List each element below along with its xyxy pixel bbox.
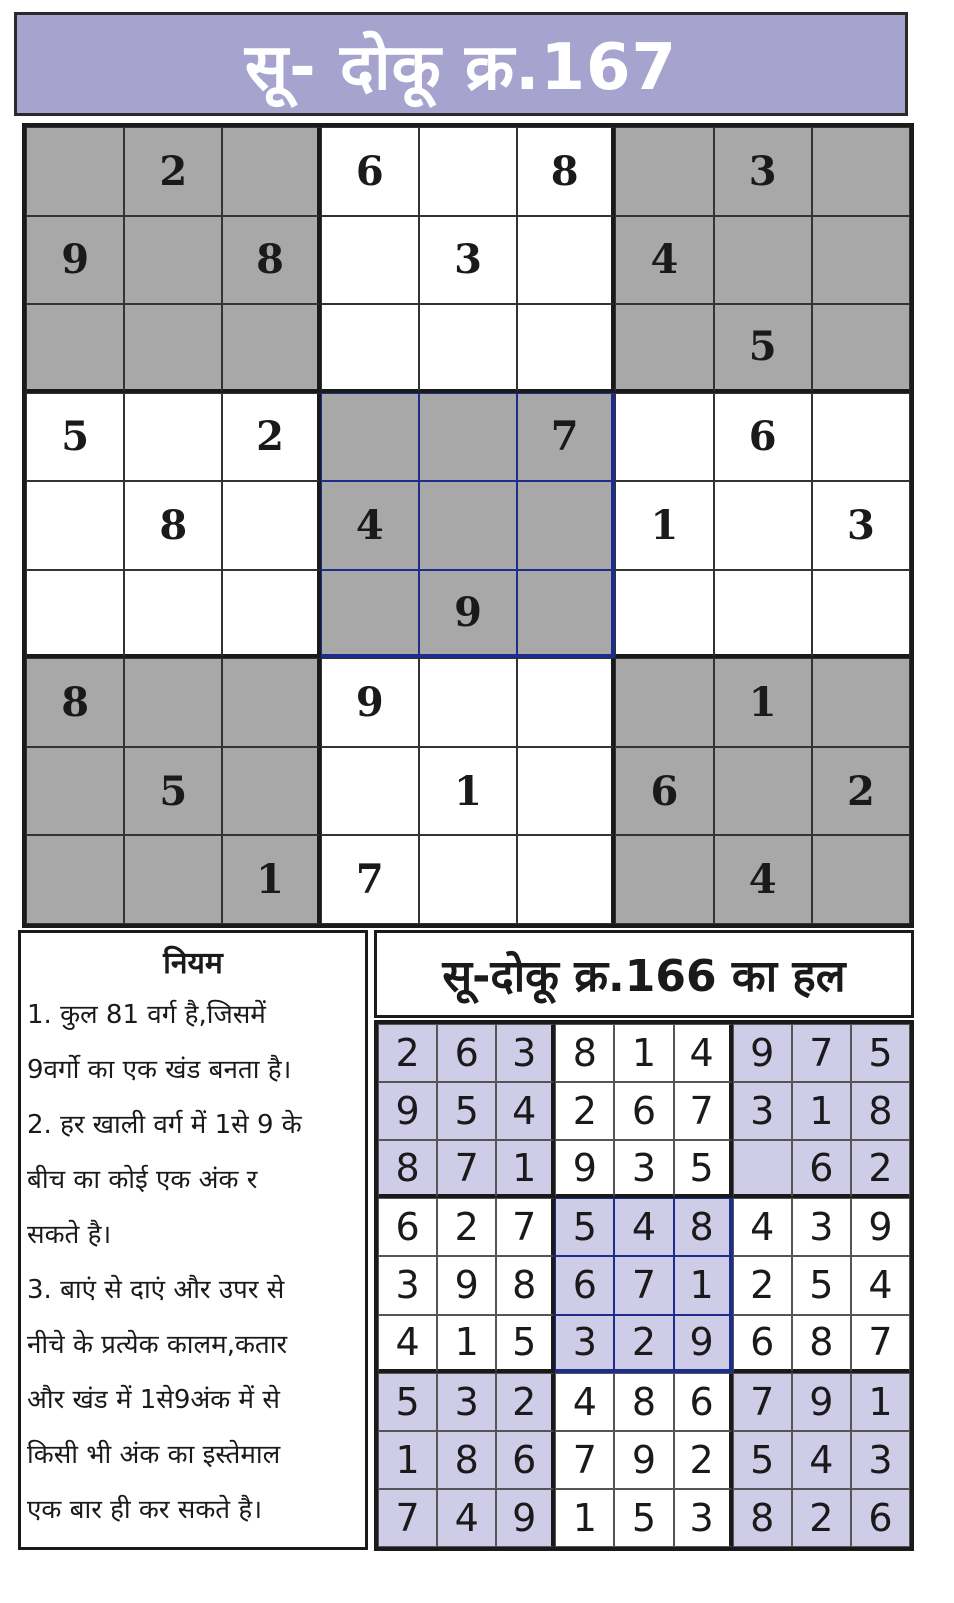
solution-cell-r4c1: 6 <box>378 1198 437 1256</box>
solution-cell-r1c2: 6 <box>437 1024 496 1082</box>
puzzle-cell-r5c8[interactable] <box>714 481 812 570</box>
solution-cell-r1c1: 2 <box>378 1024 437 1082</box>
puzzle-cell-r6c5[interactable]: 9 <box>419 570 517 659</box>
puzzle-cell-r8c2[interactable]: 5 <box>124 747 222 836</box>
solution-cell-r8c6: 2 <box>674 1431 733 1489</box>
puzzle-cell-r8c9[interactable]: 2 <box>812 747 910 836</box>
puzzle-cell-r2c6[interactable] <box>517 216 615 305</box>
solution-cell-r9c6: 3 <box>674 1489 733 1547</box>
puzzle-cell-r4c9[interactable] <box>812 393 910 482</box>
solution-cell-r7c5: 8 <box>614 1373 673 1431</box>
puzzle-cell-r4c4[interactable] <box>321 393 419 482</box>
puzzle-cell-r9c1[interactable] <box>26 835 124 924</box>
solution-cell-r3c4: 9 <box>555 1140 614 1198</box>
solution-cell-r9c8: 2 <box>792 1489 851 1547</box>
puzzle-cell-r5c9[interactable]: 3 <box>812 481 910 570</box>
puzzle-cell-r5c2[interactable]: 8 <box>124 481 222 570</box>
solution-cell-r7c7: 7 <box>733 1373 792 1431</box>
puzzle-cell-r9c6[interactable] <box>517 835 615 924</box>
puzzle-cell-r1c6[interactable]: 8 <box>517 127 615 216</box>
solution-cell-r5c7: 2 <box>733 1256 792 1314</box>
solution-cell-r4c8: 3 <box>792 1198 851 1256</box>
puzzle-cell-r5c6[interactable] <box>517 481 615 570</box>
puzzle-cell-r2c4[interactable] <box>321 216 419 305</box>
puzzle-cell-r1c7[interactable] <box>615 127 713 216</box>
sudoku-puzzle-grid <box>22 123 914 928</box>
puzzle-cell-r5c4[interactable]: 4 <box>321 481 419 570</box>
rule-line: नीचे के प्रत्येक कालम,कतार <box>27 1330 288 1360</box>
solution-cell-r2c5: 6 <box>614 1082 673 1140</box>
solution-cell-r8c9: 3 <box>851 1431 910 1489</box>
solution-cell-r3c2: 7 <box>437 1140 496 1198</box>
puzzle-cell-r7c4[interactable]: 9 <box>321 658 419 747</box>
puzzle-cell-r3c5[interactable] <box>419 304 517 393</box>
page-title: सू- दोकू क्र.167 <box>244 30 678 105</box>
rule-line: 1. कुल 81 वर्ग है,जिसमें <box>27 1000 266 1030</box>
puzzle-cell-r6c9[interactable] <box>812 570 910 659</box>
puzzle-cell-r5c5[interactable] <box>419 481 517 570</box>
solution-cell-r3c1: 8 <box>378 1140 437 1198</box>
solution-cell-r7c2: 3 <box>437 1373 496 1431</box>
puzzle-cell-r6c1[interactable] <box>26 570 124 659</box>
puzzle-cell-r3c3[interactable] <box>222 304 320 393</box>
puzzle-cell-r3c6[interactable] <box>517 304 615 393</box>
solution-cell-r5c5: 7 <box>614 1256 673 1314</box>
puzzle-cell-r4c5[interactable] <box>419 393 517 482</box>
solution-cell-r3c6: 5 <box>674 1140 733 1198</box>
puzzle-cell-r6c6[interactable] <box>517 570 615 659</box>
puzzle-cell-r9c8[interactable]: 4 <box>714 835 812 924</box>
puzzle-cell-r9c9[interactable] <box>812 835 910 924</box>
puzzle-cell-r9c7[interactable] <box>615 835 713 924</box>
puzzle-cell-r2c1[interactable]: 9 <box>26 216 124 305</box>
solution-cell-r2c6: 7 <box>674 1082 733 1140</box>
puzzle-cell-r4c3[interactable]: 2 <box>222 393 320 482</box>
solution-cell-r8c4: 7 <box>555 1431 614 1489</box>
puzzle-cell-r7c2[interactable] <box>124 658 222 747</box>
puzzle-cell-r1c8[interactable]: 3 <box>714 127 812 216</box>
puzzle-cell-r5c1[interactable] <box>26 481 124 570</box>
rules-title: नियम <box>163 946 223 981</box>
solution-cell-r6c7: 6 <box>733 1315 792 1373</box>
solution-cell-r3c8: 6 <box>792 1140 851 1198</box>
puzzle-cell-r7c9[interactable] <box>812 658 910 747</box>
puzzle-cell-r3c4[interactable] <box>321 304 419 393</box>
puzzle-cell-r7c5[interactable] <box>419 658 517 747</box>
solution-cell-r4c9: 9 <box>851 1198 910 1256</box>
solution-cell-r7c3: 2 <box>496 1373 555 1431</box>
puzzle-cell-r4c1[interactable]: 5 <box>26 393 124 482</box>
solution-cell-r3c5: 3 <box>614 1140 673 1198</box>
solution-cell-r9c5: 5 <box>614 1489 673 1547</box>
solution-cell-r6c6: 9 <box>674 1315 733 1373</box>
puzzle-cell-r8c4[interactable] <box>321 747 419 836</box>
solution-cell-r1c8: 7 <box>792 1024 851 1082</box>
puzzle-cell-r6c8[interactable] <box>714 570 812 659</box>
solution-cell-r6c9: 7 <box>851 1315 910 1373</box>
solution-cell-r2c3: 4 <box>496 1082 555 1140</box>
solution-cell-r9c9: 6 <box>851 1489 910 1547</box>
puzzle-cell-r2c5[interactable]: 3 <box>419 216 517 305</box>
puzzle-cell-r9c5[interactable] <box>419 835 517 924</box>
puzzle-cell-r1c2[interactable]: 2 <box>124 127 222 216</box>
solution-cell-r8c8: 4 <box>792 1431 851 1489</box>
puzzle-cell-r1c3[interactable] <box>222 127 320 216</box>
rule-line: 3. बाएं से दाएं और उपर से <box>27 1275 285 1305</box>
puzzle-cell-r3c8[interactable]: 5 <box>714 304 812 393</box>
solution-cell-r7c4: 4 <box>555 1373 614 1431</box>
puzzle-cell-r2c3[interactable]: 8 <box>222 216 320 305</box>
puzzle-cell-r8c8[interactable] <box>714 747 812 836</box>
solution-cell-r8c2: 8 <box>437 1431 496 1489</box>
puzzle-cell-r2c2[interactable] <box>124 216 222 305</box>
solution-cell-r3c7 <box>733 1140 792 1198</box>
solution-cell-r8c1: 1 <box>378 1431 437 1489</box>
puzzle-cell-r5c7[interactable]: 1 <box>615 481 713 570</box>
solution-cell-r3c9: 2 <box>851 1140 910 1198</box>
puzzle-cell-r3c7[interactable] <box>615 304 713 393</box>
puzzle-cell-r8c3[interactable] <box>222 747 320 836</box>
solution-cell-r7c8: 9 <box>792 1373 851 1431</box>
solution-cell-r2c2: 5 <box>437 1082 496 1140</box>
solution-cell-r6c8: 8 <box>792 1315 851 1373</box>
solution-cell-r2c9: 8 <box>851 1082 910 1140</box>
solution-cell-r6c1: 4 <box>378 1315 437 1373</box>
puzzle-cell-r4c7[interactable] <box>615 393 713 482</box>
solution-cell-r1c4: 8 <box>555 1024 614 1082</box>
solution-cell-r6c3: 5 <box>496 1315 555 1373</box>
puzzle-cell-r9c4[interactable]: 7 <box>321 835 419 924</box>
title-bar <box>14 12 908 116</box>
puzzle-cell-r6c7[interactable] <box>615 570 713 659</box>
puzzle-cell-r2c9[interactable] <box>812 216 910 305</box>
puzzle-cell-r7c1[interactable]: 8 <box>26 658 124 747</box>
rule-line: 2. हर खाली वर्ग में 1से 9 के <box>27 1110 302 1140</box>
rule-line: एक बार ही कर सकते है। <box>27 1495 263 1525</box>
solution-cell-r1c9: 5 <box>851 1024 910 1082</box>
sudoku-solution-grid <box>374 1020 914 1551</box>
puzzle-cell-r8c7[interactable]: 6 <box>615 747 713 836</box>
puzzle-cell-r6c2[interactable] <box>124 570 222 659</box>
puzzle-cell-r6c3[interactable] <box>222 570 320 659</box>
solution-cell-r5c6: 1 <box>674 1256 733 1314</box>
puzzle-cell-r7c3[interactable] <box>222 658 320 747</box>
solution-cell-r5c4: 6 <box>555 1256 614 1314</box>
puzzle-cell-r1c4[interactable]: 6 <box>321 127 419 216</box>
solution-cell-r2c1: 9 <box>378 1082 437 1140</box>
solution-cell-r7c6: 6 <box>674 1373 733 1431</box>
puzzle-cell-r3c1[interactable] <box>26 304 124 393</box>
solution-cell-r5c3: 8 <box>496 1256 555 1314</box>
rule-line: बीच का कोई एक अंक र <box>27 1165 258 1195</box>
puzzle-cell-r8c6[interactable] <box>517 747 615 836</box>
puzzle-cell-r4c2[interactable] <box>124 393 222 482</box>
solution-cell-r4c2: 2 <box>437 1198 496 1256</box>
puzzle-cell-r9c3[interactable]: 1 <box>222 835 320 924</box>
solution-cell-r4c5: 4 <box>614 1198 673 1256</box>
solution-cell-r7c1: 5 <box>378 1373 437 1431</box>
puzzle-cell-r1c5[interactable] <box>419 127 517 216</box>
rules-panel <box>18 930 368 1550</box>
puzzle-cell-r5c3[interactable] <box>222 481 320 570</box>
solution-cell-r2c8: 1 <box>792 1082 851 1140</box>
solution-cell-r5c8: 5 <box>792 1256 851 1314</box>
solution-cell-r8c7: 5 <box>733 1431 792 1489</box>
solution-cell-r4c7: 4 <box>733 1198 792 1256</box>
puzzle-cell-r2c7[interactable]: 4 <box>615 216 713 305</box>
puzzle-cell-r9c2[interactable] <box>124 835 222 924</box>
solution-cell-r6c4: 3 <box>555 1315 614 1373</box>
solution-cell-r1c6: 4 <box>674 1024 733 1082</box>
solution-cell-r2c7: 3 <box>733 1082 792 1140</box>
rule-line: किसी भी अंक का इस्तेमाल <box>27 1440 281 1470</box>
puzzle-cell-r7c6[interactable] <box>517 658 615 747</box>
solution-cell-r9c3: 9 <box>496 1489 555 1547</box>
solution-cell-r8c5: 9 <box>614 1431 673 1489</box>
puzzle-cell-r2c8[interactable] <box>714 216 812 305</box>
solution-cell-r3c3: 1 <box>496 1140 555 1198</box>
solution-cell-r1c3: 3 <box>496 1024 555 1082</box>
solution-cell-r9c4: 1 <box>555 1489 614 1547</box>
puzzle-cell-r3c2[interactable] <box>124 304 222 393</box>
puzzle-cell-r4c6[interactable]: 7 <box>517 393 615 482</box>
rule-line: सकते है। <box>27 1220 112 1250</box>
solution-header <box>374 930 914 1018</box>
solution-cell-r1c7: 9 <box>733 1024 792 1082</box>
solution-cell-r5c2: 9 <box>437 1256 496 1314</box>
solution-cell-r4c6: 8 <box>674 1198 733 1256</box>
solution-cell-r6c2: 1 <box>437 1315 496 1373</box>
solution-cell-r5c1: 3 <box>378 1256 437 1314</box>
puzzle-cell-r7c7[interactable] <box>615 658 713 747</box>
puzzle-cell-r8c1[interactable] <box>26 747 124 836</box>
solution-cell-r9c7: 8 <box>733 1489 792 1547</box>
puzzle-cell-r6c4[interactable] <box>321 570 419 659</box>
puzzle-cell-r8c5[interactable]: 1 <box>419 747 517 836</box>
puzzle-cell-r7c8[interactable]: 1 <box>714 658 812 747</box>
rule-line: और खंड में 1से9अंक में से <box>27 1385 280 1415</box>
puzzle-cell-r4c8[interactable]: 6 <box>714 393 812 482</box>
solution-cell-r6c5: 2 <box>614 1315 673 1373</box>
rule-line: 9वर्गो का एक खंड बनता है। <box>27 1055 292 1085</box>
solution-cell-r7c9: 1 <box>851 1373 910 1431</box>
solution-cell-r9c2: 4 <box>437 1489 496 1547</box>
solution-cell-r5c9: 4 <box>851 1256 910 1314</box>
puzzle-cell-r3c9[interactable] <box>812 304 910 393</box>
solution-title: सू-दोकू क्र.166 का हल <box>442 951 846 1002</box>
solution-cell-r9c1: 7 <box>378 1489 437 1547</box>
solution-cell-r1c5: 1 <box>614 1024 673 1082</box>
puzzle-cell-r1c9[interactable] <box>812 127 910 216</box>
puzzle-cell-r1c1[interactable] <box>26 127 124 216</box>
solution-cell-r4c4: 5 <box>555 1198 614 1256</box>
solution-cell-r4c3: 7 <box>496 1198 555 1256</box>
solution-cell-r8c3: 6 <box>496 1431 555 1489</box>
solution-cell-r2c4: 2 <box>555 1082 614 1140</box>
